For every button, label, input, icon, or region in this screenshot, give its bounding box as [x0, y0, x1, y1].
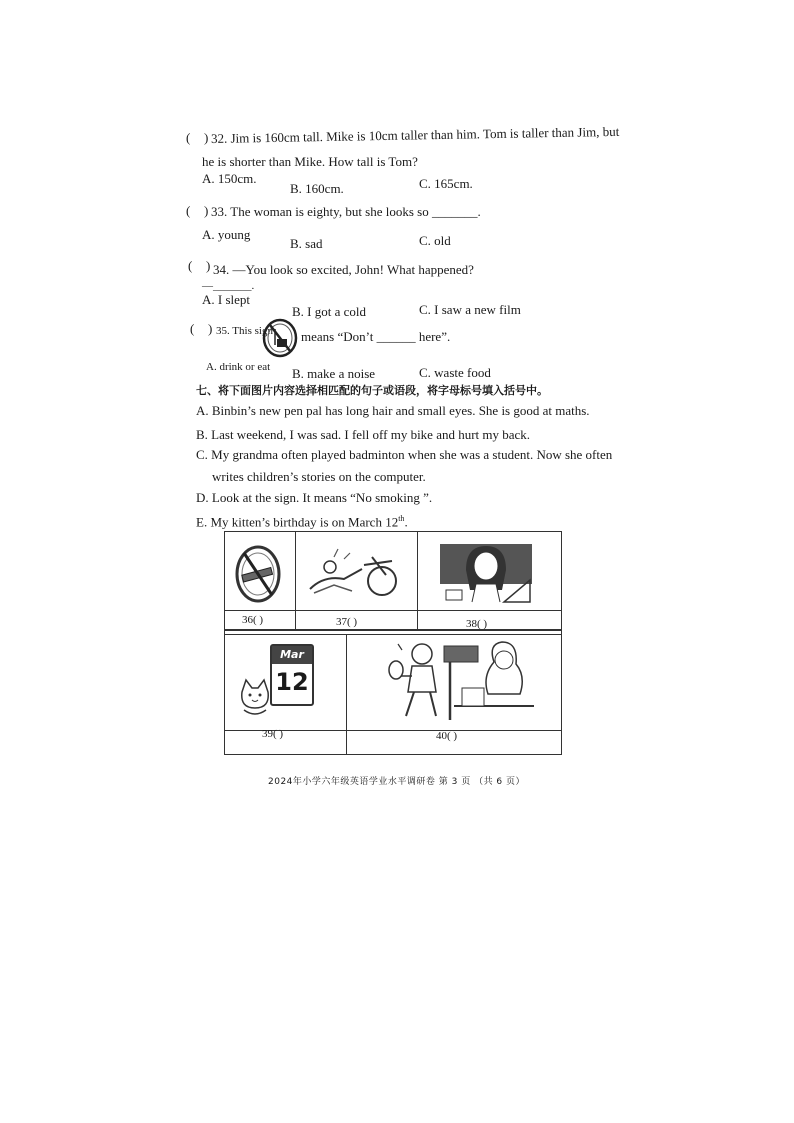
q32-stem-line1: 32. Jim is 160cm tall. Mike is 10cm taller than him. Tom is taller than Jim, but [210, 123, 620, 146]
q34-bracket: ( [188, 258, 193, 273]
q32-bracket-close: ) [204, 130, 209, 145]
answer-slot-40[interactable]: 40( ) [436, 730, 458, 742]
q35-stem-pre: 35. This sign [216, 325, 273, 337]
answer-slot-36[interactable]: 36( ) [242, 614, 264, 626]
q33-option-c: C. old [419, 233, 451, 248]
section7-sentence-a: A. Binbin’s new pen pal has long hair and small eyes. She is good at maths. [196, 403, 590, 418]
q34-option-c: C. I saw a new film [419, 302, 521, 317]
kitten-icon [238, 678, 272, 718]
q35-bracket: ( [190, 321, 195, 336]
q35-option-b: B. make a noise [292, 366, 376, 381]
section7-sentence-e: E. My kitten’s birthday is on March 12th. [196, 514, 408, 530]
q33-option-b: B. sad [290, 236, 323, 251]
q32-bracket: ( [186, 130, 191, 145]
girl-at-blackboard-icon [436, 540, 540, 604]
q34-option-b: B. I got a cold [292, 304, 367, 319]
section7-sentence-b: B. Last weekend, I was sad. I fell off my bike and hurt my back. [196, 427, 531, 442]
section7-sentence-d: D. Look at the sign. It means “No smoking ”. [196, 490, 433, 505]
q34-option-a: A. I slept [202, 292, 251, 307]
calendar-month: Mar [272, 646, 312, 664]
q34-stem: 34. —You look so excited, John! What happened? [213, 262, 474, 277]
section7-heading: 七、将下面图片内容选择相匹配的句子或语段，将字母标号填入括号中。 [196, 384, 548, 397]
section7-sentence-c-line1: C. My grandma often played badminton when she was a student. Now she often [196, 447, 613, 462]
q32-option-a: A. 150cm. [202, 171, 257, 186]
q33-bracket-close: ) [204, 203, 209, 218]
page-footer: 2024年小学六年级英语学业水平调研卷 第 3 页 （共 6 页） [268, 777, 526, 787]
q32-option-c: C. 165cm. [419, 176, 473, 191]
q32-option-b: B. 160cm. [290, 181, 344, 196]
q34-dash-line: —_______. [202, 280, 255, 292]
q35-stem-post: means “Don’t ______ here”. [301, 329, 451, 344]
q33-option-a: A. young [202, 227, 251, 242]
q35-bracket-close: ) [208, 321, 213, 336]
grandma-badminton-computer-icon [384, 636, 540, 722]
q33-bracket: ( [186, 203, 191, 218]
q34-bracket-close: ) [206, 258, 211, 273]
answer-slot-37[interactable]: 37( ) [336, 616, 358, 628]
section7-sentence-c-line2: writes children’s stories on the computer. [212, 469, 426, 484]
no-eating-sign-icon [262, 318, 298, 358]
q32-stem-line2: he is shorter than Mike. How tall is Tom? [202, 154, 418, 169]
calendar-day: 12 [275, 668, 309, 696]
q33-stem: 33. The woman is eighty, but she looks so _______. [211, 204, 481, 219]
calendar-icon [270, 644, 314, 706]
fallen-bike-rider-icon [304, 545, 404, 601]
answer-slot-39[interactable]: 39( ) [262, 728, 284, 740]
q35-option-c: C. waste food [419, 365, 491, 380]
no-smoking-sign-icon [234, 543, 282, 605]
q35-option-a: A. drink or eat [206, 361, 271, 373]
answer-slot-38[interactable]: 38( ) [466, 618, 488, 630]
